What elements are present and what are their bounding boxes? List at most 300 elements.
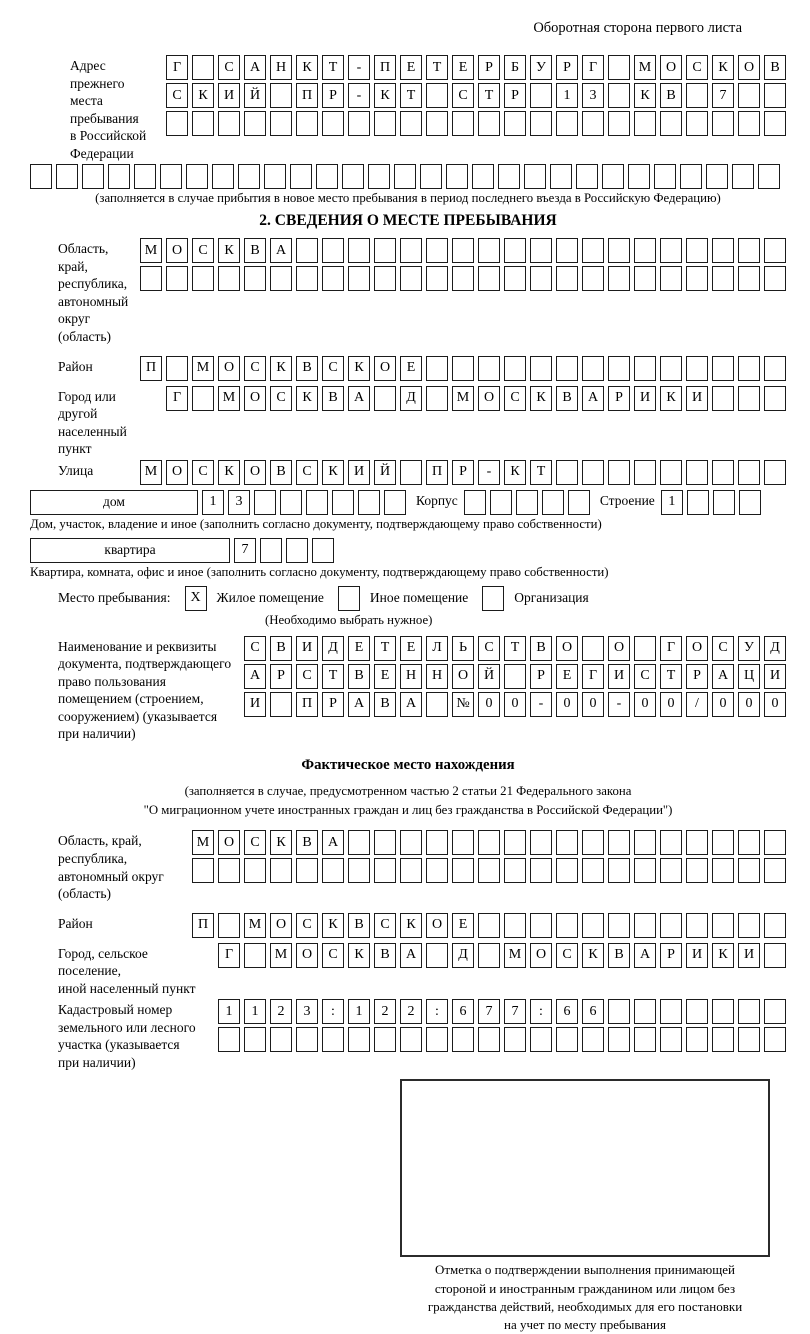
char-box[interactable]	[30, 164, 52, 189]
char-box[interactable]: И	[218, 83, 240, 108]
char-box[interactable]	[712, 999, 734, 1024]
char-box[interactable]	[218, 913, 240, 938]
char-box[interactable]: Р	[556, 55, 578, 80]
char-box[interactable]	[686, 266, 708, 291]
char-box[interactable]: Д	[764, 636, 786, 661]
char-box[interactable]	[764, 913, 786, 938]
char-box[interactable]	[400, 830, 422, 855]
char-box[interactable]: 1	[244, 999, 266, 1024]
char-box[interactable]	[712, 1027, 734, 1052]
char-box[interactable]	[568, 490, 590, 515]
char-box[interactable]	[426, 83, 448, 108]
char-box[interactable]	[764, 943, 786, 968]
char-box[interactable]	[452, 266, 474, 291]
char-box[interactable]: К	[348, 943, 370, 968]
char-box[interactable]	[400, 238, 422, 263]
char-box[interactable]: Р	[530, 664, 552, 689]
char-box[interactable]: А	[634, 943, 656, 968]
char-box[interactable]	[504, 238, 526, 263]
char-box[interactable]: 3	[296, 999, 318, 1024]
checkbox-residential[interactable]: X	[185, 586, 207, 611]
char-box[interactable]: О	[738, 55, 760, 80]
char-box[interactable]: 0	[634, 692, 656, 717]
char-box[interactable]: У	[738, 636, 760, 661]
char-box[interactable]	[316, 164, 338, 189]
char-box[interactable]	[713, 490, 735, 515]
char-box[interactable]	[426, 943, 448, 968]
char-box[interactable]	[608, 356, 630, 381]
char-box[interactable]: К	[660, 386, 682, 411]
char-box[interactable]	[504, 858, 526, 883]
char-box[interactable]	[582, 636, 604, 661]
char-box[interactable]: О	[556, 636, 578, 661]
char-box[interactable]	[764, 858, 786, 883]
char-box[interactable]: И	[296, 636, 318, 661]
char-box[interactable]: О	[244, 460, 266, 485]
char-box[interactable]: В	[244, 238, 266, 263]
char-box[interactable]	[582, 266, 604, 291]
char-box[interactable]	[296, 266, 318, 291]
char-box[interactable]: К	[296, 386, 318, 411]
char-box[interactable]: 0	[660, 692, 682, 717]
char-box[interactable]	[530, 858, 552, 883]
char-box[interactable]	[140, 266, 162, 291]
char-box[interactable]: 0	[738, 692, 760, 717]
char-box[interactable]	[550, 164, 572, 189]
char-box[interactable]	[478, 356, 500, 381]
char-box[interactable]: У	[530, 55, 552, 80]
char-box[interactable]: Й	[374, 460, 396, 485]
char-box[interactable]: Т	[322, 55, 344, 80]
char-box[interactable]	[348, 111, 370, 136]
char-box[interactable]	[218, 266, 240, 291]
char-box[interactable]	[738, 266, 760, 291]
char-box[interactable]: К	[634, 83, 656, 108]
char-box[interactable]	[270, 1027, 292, 1052]
char-box[interactable]	[764, 111, 786, 136]
char-box[interactable]	[634, 830, 656, 855]
char-box[interactable]	[556, 111, 578, 136]
char-box[interactable]	[712, 238, 734, 263]
char-box[interactable]	[82, 164, 104, 189]
char-box[interactable]	[504, 111, 526, 136]
char-box[interactable]	[602, 164, 624, 189]
char-box[interactable]	[426, 111, 448, 136]
char-box[interactable]: К	[270, 830, 292, 855]
char-box[interactable]	[706, 164, 728, 189]
char-box[interactable]: И	[686, 386, 708, 411]
char-box[interactable]	[270, 266, 292, 291]
char-box[interactable]: С	[270, 386, 292, 411]
char-box[interactable]: К	[504, 460, 526, 485]
char-box[interactable]: Д	[400, 386, 422, 411]
char-box[interactable]	[400, 111, 422, 136]
char-box[interactable]: 1	[556, 83, 578, 108]
char-box[interactable]: К	[322, 460, 344, 485]
char-box[interactable]	[660, 858, 682, 883]
char-box[interactable]	[582, 1027, 604, 1052]
char-box[interactable]: В	[348, 664, 370, 689]
char-box[interactable]	[516, 490, 538, 515]
char-box[interactable]: С	[244, 830, 266, 855]
char-box[interactable]	[634, 266, 656, 291]
char-box[interactable]: П	[192, 913, 214, 938]
char-box[interactable]	[160, 164, 182, 189]
char-box[interactable]: О	[166, 238, 188, 263]
char-box[interactable]	[348, 830, 370, 855]
char-box[interactable]	[530, 83, 552, 108]
char-box[interactable]	[738, 1027, 760, 1052]
char-box[interactable]	[634, 636, 656, 661]
char-box[interactable]	[764, 830, 786, 855]
char-box[interactable]: С	[712, 636, 734, 661]
char-box[interactable]: П	[140, 356, 162, 381]
char-box[interactable]: Т	[322, 664, 344, 689]
char-box[interactable]	[192, 55, 214, 80]
char-box[interactable]	[452, 111, 474, 136]
char-box[interactable]: О	[608, 636, 630, 661]
char-box[interactable]	[134, 164, 156, 189]
char-box[interactable]	[738, 111, 760, 136]
char-box[interactable]: Г	[166, 386, 188, 411]
char-box[interactable]	[608, 238, 630, 263]
char-box[interactable]	[478, 238, 500, 263]
char-box[interactable]	[244, 943, 266, 968]
char-box[interactable]: С	[504, 386, 526, 411]
char-box[interactable]	[192, 858, 214, 883]
char-box[interactable]	[530, 830, 552, 855]
char-box[interactable]: Е	[452, 913, 474, 938]
char-box[interactable]: В	[530, 636, 552, 661]
char-box[interactable]: Н	[426, 664, 448, 689]
char-box[interactable]: Г	[166, 55, 188, 80]
char-box[interactable]: П	[426, 460, 448, 485]
char-box[interactable]	[478, 266, 500, 291]
char-box[interactable]	[660, 830, 682, 855]
char-box[interactable]: 2	[400, 999, 422, 1024]
char-box[interactable]	[192, 111, 214, 136]
char-box[interactable]: 0	[764, 692, 786, 717]
char-box[interactable]: Г	[218, 943, 240, 968]
char-box[interactable]	[374, 1027, 396, 1052]
char-box[interactable]	[608, 830, 630, 855]
char-box[interactable]: К	[530, 386, 552, 411]
char-box[interactable]	[478, 830, 500, 855]
char-box[interactable]: С	[634, 664, 656, 689]
char-box[interactable]: К	[270, 356, 292, 381]
char-box[interactable]: А	[244, 55, 266, 80]
char-box[interactable]	[576, 164, 598, 189]
char-box[interactable]	[738, 356, 760, 381]
char-box[interactable]	[504, 913, 526, 938]
char-box[interactable]	[634, 356, 656, 381]
char-box[interactable]: Т	[374, 636, 396, 661]
char-box[interactable]: 6	[556, 999, 578, 1024]
char-box[interactable]	[634, 238, 656, 263]
char-box[interactable]	[348, 266, 370, 291]
char-box[interactable]: Б	[504, 55, 526, 80]
char-box[interactable]	[270, 83, 292, 108]
char-box[interactable]: Т	[660, 664, 682, 689]
char-box[interactable]: К	[712, 943, 734, 968]
char-box[interactable]	[608, 111, 630, 136]
char-box[interactable]	[426, 858, 448, 883]
char-box[interactable]	[108, 164, 130, 189]
char-box[interactable]	[712, 858, 734, 883]
char-box[interactable]	[238, 164, 260, 189]
char-box[interactable]	[530, 111, 552, 136]
char-box[interactable]	[306, 490, 328, 515]
char-box[interactable]: М	[218, 386, 240, 411]
char-box[interactable]	[322, 266, 344, 291]
char-box[interactable]: 0	[556, 692, 578, 717]
char-box[interactable]	[608, 83, 630, 108]
char-box[interactable]	[420, 164, 442, 189]
char-box[interactable]	[426, 1027, 448, 1052]
char-box[interactable]	[322, 1027, 344, 1052]
char-box[interactable]: Р	[608, 386, 630, 411]
char-box[interactable]: В	[660, 83, 682, 108]
char-box[interactable]	[628, 164, 650, 189]
char-box[interactable]	[446, 164, 468, 189]
char-box[interactable]	[270, 692, 292, 717]
char-box[interactable]	[296, 858, 318, 883]
char-box[interactable]	[738, 858, 760, 883]
char-box[interactable]	[686, 111, 708, 136]
char-box[interactable]: Н	[270, 55, 292, 80]
char-box[interactable]	[400, 1027, 422, 1052]
char-box[interactable]	[634, 858, 656, 883]
char-box[interactable]	[490, 490, 512, 515]
char-box[interactable]: Н	[400, 664, 422, 689]
char-box[interactable]	[582, 858, 604, 883]
char-box[interactable]	[712, 913, 734, 938]
char-box[interactable]	[280, 490, 302, 515]
char-box[interactable]: В	[296, 830, 318, 855]
char-box[interactable]: Л	[426, 636, 448, 661]
char-box[interactable]: В	[764, 55, 786, 80]
char-box[interactable]	[426, 386, 448, 411]
char-box[interactable]: К	[192, 83, 214, 108]
char-box[interactable]	[374, 111, 396, 136]
char-box[interactable]	[244, 858, 266, 883]
char-box[interactable]	[296, 111, 318, 136]
char-box[interactable]: И	[764, 664, 786, 689]
char-box[interactable]: П	[296, 692, 318, 717]
char-box[interactable]: И	[348, 460, 370, 485]
char-box[interactable]	[394, 164, 416, 189]
char-box[interactable]: М	[140, 460, 162, 485]
char-box[interactable]: :	[530, 999, 552, 1024]
char-box[interactable]	[270, 111, 292, 136]
char-box[interactable]	[478, 858, 500, 883]
char-box[interactable]: В	[608, 943, 630, 968]
char-box[interactable]: №	[452, 692, 474, 717]
char-box[interactable]: С	[192, 238, 214, 263]
char-box[interactable]	[556, 858, 578, 883]
char-box[interactable]	[764, 83, 786, 108]
char-box[interactable]: О	[478, 386, 500, 411]
char-box[interactable]	[608, 55, 630, 80]
char-box[interactable]	[634, 1027, 656, 1052]
char-box[interactable]	[400, 266, 422, 291]
char-box[interactable]: 1	[348, 999, 370, 1024]
char-box[interactable]: Т	[426, 55, 448, 80]
char-box[interactable]	[374, 858, 396, 883]
char-box[interactable]	[426, 238, 448, 263]
char-box[interactable]	[254, 490, 276, 515]
char-box[interactable]	[56, 164, 78, 189]
checkbox-other-premises[interactable]	[338, 586, 360, 611]
char-box[interactable]: А	[348, 386, 370, 411]
char-box[interactable]	[660, 460, 682, 485]
char-box[interactable]: И	[686, 943, 708, 968]
char-box[interactable]: Й	[478, 664, 500, 689]
char-box[interactable]: Г	[582, 664, 604, 689]
char-box[interactable]	[556, 238, 578, 263]
char-box[interactable]: 1	[202, 490, 224, 515]
char-box[interactable]: 3	[228, 490, 250, 515]
char-box[interactable]: О	[244, 386, 266, 411]
char-box[interactable]	[764, 460, 786, 485]
char-box[interactable]: Р	[452, 460, 474, 485]
char-box[interactable]: 1	[218, 999, 240, 1024]
char-box[interactable]	[218, 111, 240, 136]
char-box[interactable]	[312, 538, 334, 563]
char-box[interactable]	[608, 1027, 630, 1052]
char-box[interactable]	[582, 460, 604, 485]
char-box[interactable]: К	[218, 460, 240, 485]
char-box[interactable]	[384, 490, 406, 515]
char-box[interactable]	[738, 913, 760, 938]
char-box[interactable]	[660, 111, 682, 136]
char-box[interactable]	[504, 664, 526, 689]
char-box[interactable]: М	[192, 356, 214, 381]
char-box[interactable]	[504, 1027, 526, 1052]
char-box[interactable]	[764, 356, 786, 381]
char-box[interactable]: М	[270, 943, 292, 968]
char-box[interactable]: В	[556, 386, 578, 411]
char-box[interactable]: Т	[530, 460, 552, 485]
char-box[interactable]	[738, 999, 760, 1024]
char-box[interactable]: К	[348, 356, 370, 381]
char-box[interactable]: О	[218, 356, 240, 381]
char-box[interactable]: /	[686, 692, 708, 717]
char-box[interactable]: С	[244, 356, 266, 381]
char-box[interactable]	[478, 111, 500, 136]
char-box[interactable]	[530, 1027, 552, 1052]
char-box[interactable]: П	[296, 83, 318, 108]
char-box[interactable]: -	[478, 460, 500, 485]
char-box[interactable]	[348, 858, 370, 883]
char-box[interactable]: В	[322, 386, 344, 411]
char-box[interactable]: Й	[244, 83, 266, 108]
char-box[interactable]: А	[400, 943, 422, 968]
char-box[interactable]	[712, 386, 734, 411]
char-box[interactable]	[452, 1027, 474, 1052]
char-box[interactable]	[660, 238, 682, 263]
char-box[interactable]	[764, 999, 786, 1024]
char-box[interactable]	[712, 356, 734, 381]
char-box[interactable]	[504, 830, 526, 855]
char-box[interactable]	[530, 266, 552, 291]
char-box[interactable]	[348, 238, 370, 263]
char-box[interactable]: К	[400, 913, 422, 938]
char-box[interactable]	[739, 490, 761, 515]
char-box[interactable]: -	[348, 55, 370, 80]
char-box[interactable]: К	[218, 238, 240, 263]
char-box[interactable]: К	[296, 55, 318, 80]
char-box[interactable]	[582, 830, 604, 855]
char-box[interactable]	[212, 164, 234, 189]
char-box[interactable]: С	[374, 913, 396, 938]
char-box[interactable]: Р	[660, 943, 682, 968]
char-box[interactable]: 0	[478, 692, 500, 717]
char-box[interactable]: С	[166, 83, 188, 108]
char-box[interactable]: Р	[322, 692, 344, 717]
char-box[interactable]	[530, 238, 552, 263]
char-box[interactable]: :	[322, 999, 344, 1024]
char-box[interactable]	[686, 83, 708, 108]
char-box[interactable]	[608, 913, 630, 938]
char-box[interactable]: О	[452, 664, 474, 689]
char-box[interactable]	[374, 386, 396, 411]
char-box[interactable]	[452, 356, 474, 381]
char-box[interactable]: В	[374, 943, 396, 968]
char-box[interactable]	[660, 356, 682, 381]
char-box[interactable]	[582, 111, 604, 136]
char-box[interactable]	[192, 266, 214, 291]
char-box[interactable]: Т	[504, 636, 526, 661]
char-box[interactable]	[712, 830, 734, 855]
char-box[interactable]	[290, 164, 312, 189]
char-box[interactable]	[686, 830, 708, 855]
char-box[interactable]: Е	[400, 356, 422, 381]
char-box[interactable]	[426, 266, 448, 291]
char-box[interactable]: О	[296, 943, 318, 968]
char-box[interactable]: -	[348, 83, 370, 108]
char-box[interactable]	[738, 830, 760, 855]
char-box[interactable]: 7	[712, 83, 734, 108]
char-box[interactable]: 3	[582, 83, 604, 108]
char-box[interactable]: С	[296, 664, 318, 689]
char-box[interactable]: А	[322, 830, 344, 855]
char-box[interactable]: Е	[400, 636, 422, 661]
char-box[interactable]	[764, 266, 786, 291]
char-box[interactable]: П	[374, 55, 396, 80]
char-box[interactable]	[634, 999, 656, 1024]
char-box[interactable]: В	[270, 636, 292, 661]
char-box[interactable]	[296, 1027, 318, 1052]
char-box[interactable]: С	[296, 460, 318, 485]
char-box[interactable]	[634, 111, 656, 136]
char-box[interactable]: Д	[452, 943, 474, 968]
char-box[interactable]	[686, 460, 708, 485]
char-box[interactable]: А	[348, 692, 370, 717]
char-box[interactable]	[556, 1027, 578, 1052]
char-box[interactable]	[452, 858, 474, 883]
char-box[interactable]	[660, 1027, 682, 1052]
char-box[interactable]	[426, 692, 448, 717]
char-box[interactable]	[712, 266, 734, 291]
char-box[interactable]: О	[270, 913, 292, 938]
char-box[interactable]	[530, 913, 552, 938]
char-box[interactable]: С	[322, 943, 344, 968]
char-box[interactable]	[322, 111, 344, 136]
char-box[interactable]: В	[374, 692, 396, 717]
char-box[interactable]: Ц	[738, 664, 760, 689]
char-box[interactable]	[764, 238, 786, 263]
